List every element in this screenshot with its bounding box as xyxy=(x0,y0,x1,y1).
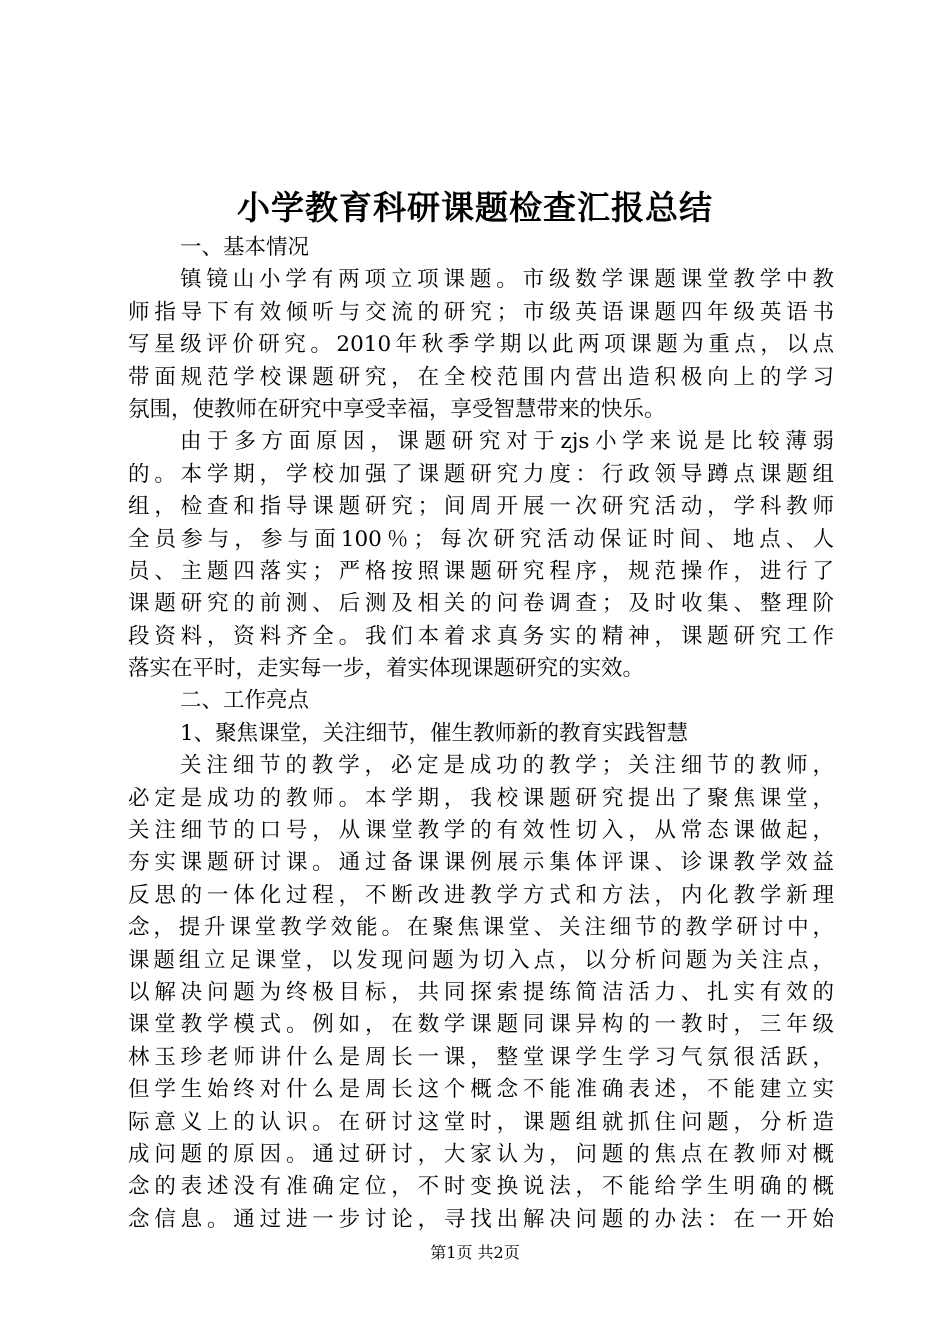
paragraph-line: 镇镜山小学有两项立项课题。市级数学课题课堂教学中教 xyxy=(180,267,834,293)
paragraph-line: 的。本学期，学校加强了课题研究力度：行政领导蹲点课题组 xyxy=(128,461,834,487)
paragraph-line: 夯实课题研讨课。通过备课课例展示集体评课、诊课教学效益 xyxy=(128,850,834,876)
document-title: 小学教育科研课题检查汇报总结 xyxy=(237,188,713,227)
paragraph-line: 关注细节的口号，从课堂教学的有效性切入，从常态课做起， xyxy=(128,818,834,844)
paragraph-line: 氛围，使教师在研究中享受幸福，享受智慧带来的快乐。 xyxy=(128,396,666,422)
paragraph-line: 成问题的原因。通过研讨，大家认为，问题的焦点在教师对概 xyxy=(128,1141,834,1167)
paragraph-line: 林玉珍老师讲什么是周长一课，整堂课学生学习气氛很活跃， xyxy=(128,1044,834,1070)
paragraph-line: 落实在平时，走实每一步，着实体现课题研究的实效。 xyxy=(128,656,645,682)
paragraph-line: 关注细节的教学，必定是成功的教学；关注细节的教师， xyxy=(180,753,834,779)
paragraph-line: 际意义上的认识。在研讨这堂时，课题组就抓住问题，分析造 xyxy=(128,1109,834,1135)
page-footer: 第1页 共2页 xyxy=(430,1243,520,1262)
paragraph-line: 师指导下有效倾听与交流的研究；市级英语课题四年级英语书 xyxy=(128,299,834,325)
paragraph-line: 课堂教学模式。例如，在数学课题同课异构的一教时，三年级 xyxy=(128,1012,834,1038)
paragraph-line: 但学生始终对什么是周长这个概念不能准确表述，不能建立实 xyxy=(128,1077,834,1103)
paragraph-line: 以解决问题为终极目标，共同探索提练简洁活力、扎实有效的 xyxy=(128,979,834,1005)
document-body xyxy=(128,232,834,1236)
paragraph-line: 带面规范学校课题研究，在全校范围内营出造积极向上的学习 xyxy=(128,364,834,390)
paragraph-line: 写星级评价研究。2010年秋季学期以此两项课题为重点，以点 xyxy=(128,332,834,358)
paragraph-line: 课题研究的前测、后测及相关的问卷调查；及时收集、整理阶 xyxy=(128,591,834,617)
paragraph-line: 段资料，资料齐全。我们本着求真务实的精神，课题研究工作 xyxy=(128,623,834,649)
paragraph-line: 组，检查和指导课题研究；间周开展一次研究活动，学科教师 xyxy=(128,494,834,520)
section-heading: 二、工作亮点 xyxy=(180,688,310,714)
paragraph-line: 反思的一体化过程，不断改进教学方式和方法，内化教学新理 xyxy=(128,882,834,908)
paragraph-line: 由于多方面原因，课题研究对于zjs小学来说是比较薄弱 xyxy=(180,429,834,455)
section-heading: 一、基本情况 xyxy=(180,235,310,260)
paragraph-line: 念，提升课堂教学效能。在聚焦课堂、关注细节的教学研讨中， xyxy=(128,915,834,941)
paragraph-line: 必定是成功的教师。本学期，我校课题研究提出了聚焦课堂， xyxy=(128,785,834,811)
subsection-heading: 1、聚焦课堂，关注细节，催生教师新的教育实践智慧 xyxy=(180,720,689,746)
paragraph-line: 念信息。通过进一步讨论，寻找出解决问题的办法：在一开始 xyxy=(128,1206,834,1232)
paragraph-line: 员、主题四落实；严格按照课题研究程序，规范操作，进行了 xyxy=(128,558,834,584)
paragraph-line: 课题组立足课堂，以发现问题为切入点，以分析问题为关注点， xyxy=(128,947,834,973)
paragraph-line: 念的表述没有准确定位，不时变换说法，不能给学生明确的概 xyxy=(128,1174,834,1200)
paragraph-line: 全员参与，参与面100％；每次研究活动保证时间、地点、人 xyxy=(128,526,834,552)
